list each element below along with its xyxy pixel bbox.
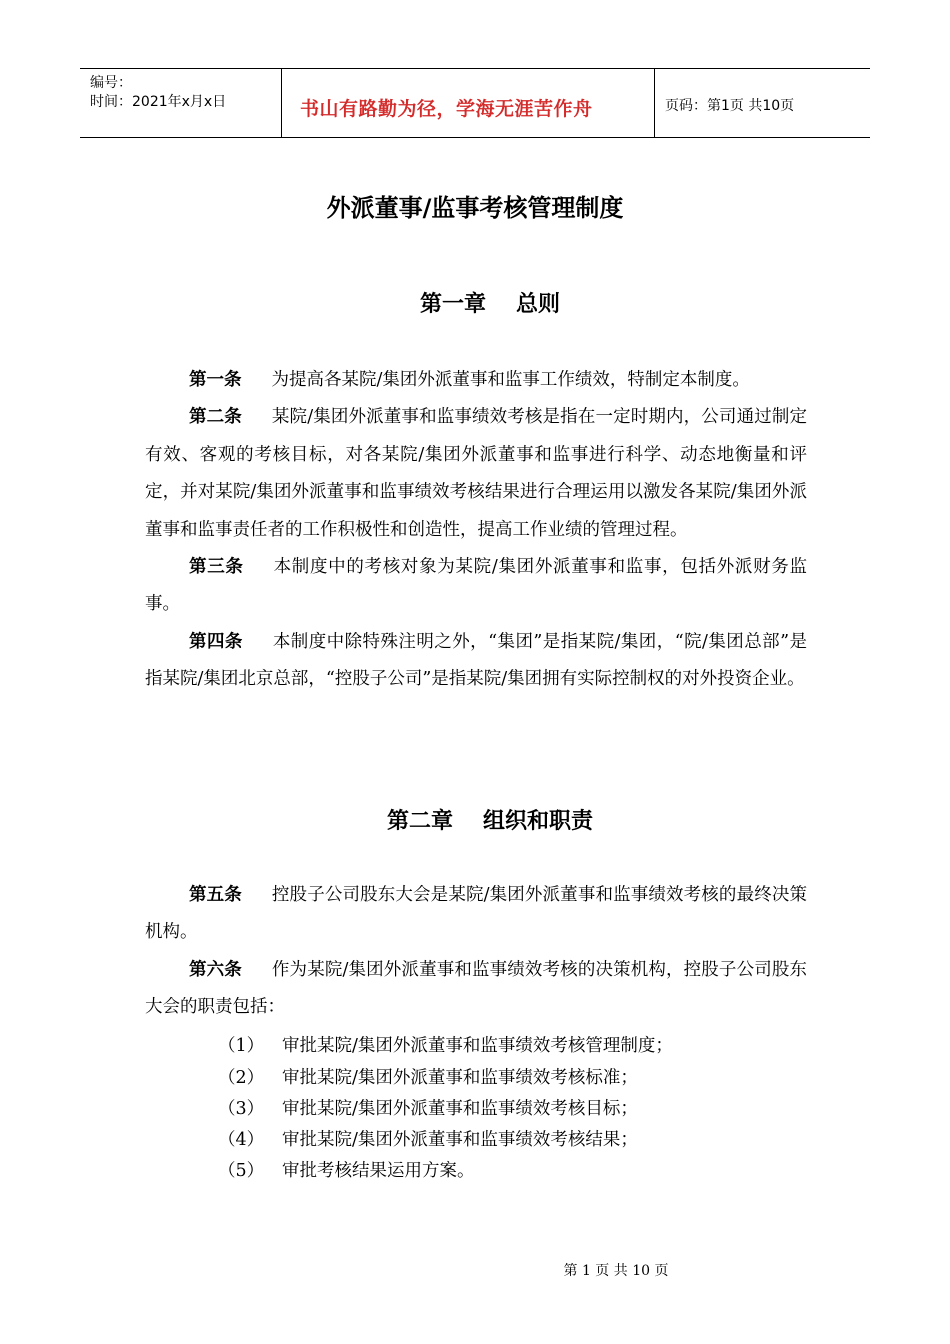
duty-number: （3） [218,1099,265,1119]
chapter-number: 第二章 [386,809,453,834]
duty-text: 审批某院/集团外派董事和监事绩效考核结果； [282,1130,638,1150]
duty-number: （1） [218,1036,265,1056]
chapter-1-body [145,362,807,699]
article-text: 为提高各某院/集团外派董事和监事工作绩效，特制定本制度。 [271,370,750,390]
header-table [80,68,870,138]
article-label: 第三条 [189,557,244,578]
chapter-1-heading [0,287,950,318]
duty-item [218,1095,638,1120]
duty-item [218,1126,638,1151]
chapter-2-body [145,877,807,1027]
page-footer: 第 1 页 共 10 页 [563,1263,669,1279]
duty-number: （4） [218,1130,265,1150]
article-label: 第二条 [189,407,242,428]
duty-text: 审批某院/集团外派董事和监事绩效考核目标； [282,1099,638,1119]
duty-number: （5） [218,1161,265,1181]
chapter-name: 总则 [516,292,561,317]
header-page-label: 页码：第1页 共10页 [665,98,795,114]
article [145,399,807,549]
article [145,952,807,1027]
article-text: 某院/集团外派董事和监事绩效考核是指在一定时期内，公司通过制定有效、客观的考核目标，对各某院/集团外派董事和监事进行科学、动态地衡量和评定，并对某院/集团外派董事和监事绩效考核结果进行合理运用以激发各某院/集团外派董事和监事责任者的工作积极性和创造性，提高工作业绩的管理过程。 [145,407,807,540]
duty-item [218,1064,638,1089]
duty-item [218,1032,673,1057]
article-text: 控股子公司股东大会是某院/集团外派董事和监事绩效考核的最终决策机构。 [145,885,807,943]
duty-text: 审批某院/集团外派董事和监事绩效考核管理制度； [282,1036,673,1056]
chapter-2-heading [0,804,950,835]
duty-number: （2） [218,1068,265,1088]
article-label: 第四条 [189,631,243,652]
duty-item [218,1157,475,1182]
article [145,877,807,952]
duty-text: 审批某院/集团外派董事和监事绩效考核标准； [282,1068,638,1088]
document-title: 外派董事/监事考核管理制度 [326,194,624,222]
article [145,362,807,399]
document-number-label: 编号： [90,75,132,91]
duty-text: 审批考核结果运用方案。 [282,1161,475,1181]
header-page-cell [655,69,870,137]
article-label: 第五条 [189,885,242,905]
article [145,549,807,624]
motto-text: 书山有路勤为径，学海无涯苦作舟 [300,98,593,120]
header-motto-cell [282,69,655,137]
article-label: 第六条 [189,959,242,980]
document-time-label: 时间：2021年x月x日 [90,94,227,110]
article-text: 本制度中除特殊注明之外，“集团”是指某院/集团，“院/集团总部”是指某院/集团北京总部，“控股子公司”是指某院/集团拥有实际控制权的对外投资企业。 [145,631,808,690]
article-text: 本制度中的考核对象为某院/集团外派董事和监事，包括外派财务监事。 [145,557,807,615]
chapter-number: 第一章 [419,292,486,317]
article [145,624,807,699]
article-text: 作为某院/集团外派董事和监事绩效考核的决策机构，控股子公司股东大会的职责包括： [145,959,807,1018]
chapter-name: 组织和职责 [483,809,594,834]
header-info-cell [80,69,282,137]
article-label: 第一条 [189,370,242,390]
